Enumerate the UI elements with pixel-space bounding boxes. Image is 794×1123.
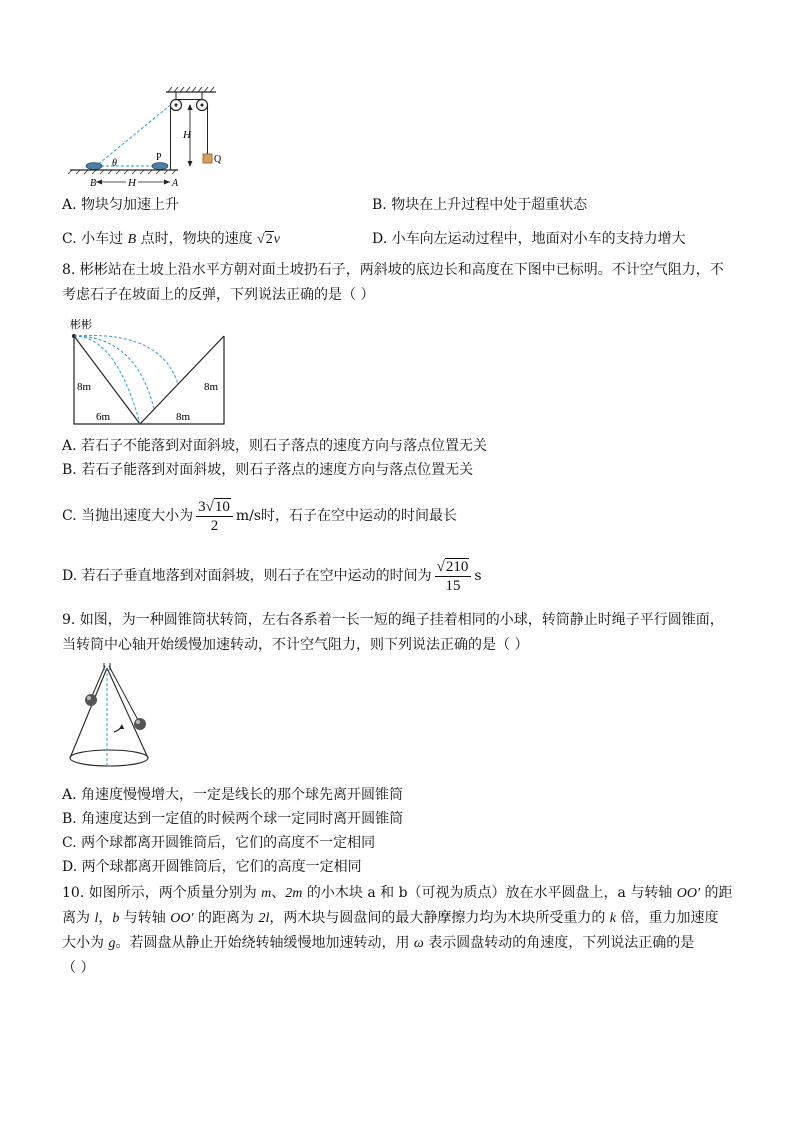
q7-label-P: P xyxy=(156,152,162,163)
q7-option-c: C. 小车过 B 点时，物块的速度 √2v xyxy=(62,231,280,247)
q7-label-Q: Q xyxy=(214,154,222,165)
q7-pulley-figure xyxy=(66,86,236,190)
q10-stem-line3: 大小为 g。若圆盘从静止开始绕转轴缓慢地加速转动，用 ω 表示圆盘转动的角速度，下列说法正确的是 xyxy=(62,935,695,951)
q7-option-d: D. 小车向左运动过程中，地面对小车的支持力增大 xyxy=(372,231,686,247)
q10-stem-line1: 10. 如图所示，两个质量分别为 m、2m 的小木块 a 和 b（可视为质点）放在水平圆盘上，a 与转轴 OO′ 的距 xyxy=(62,885,733,901)
q10-stem-line4: （ ） xyxy=(62,960,95,976)
q7-label-theta: θ xyxy=(112,158,117,169)
q8-stem-line2: 考虑石子在坡面上的反弹，下列说法正确的是（ ） xyxy=(62,287,375,303)
q8-option-b: B. 若石子能落到对面斜坡，则石子落点的速度方向与落点位置无关 xyxy=(62,462,474,478)
q7-label-H-vertical: H xyxy=(183,129,191,141)
q7-label-H-horizontal: H xyxy=(128,177,136,189)
q9-option-d: D. 两个球都离开圆锥筒后，它们的高度一定相同 xyxy=(62,859,362,875)
q8-option-d: D. 若石子垂直地落到对面斜坡，则石子在空中运动的时间为 $\frac{√210}{15}$ s xyxy=(62,558,482,594)
q8-option-c: C. 当抛出速度大小为 $\frac{3√10}{2}$ m/s时，石子在空中运动的时间最长 xyxy=(62,498,458,534)
q9-cone-figure xyxy=(64,660,164,780)
q8-label-right-base: 8m xyxy=(176,411,191,423)
q9-option-a: A. 角速度慢慢增大，一定是线长的那个球先离开圆锥筒 xyxy=(62,787,404,803)
q8-label-left-base: 6m xyxy=(96,411,111,423)
q8-stem-line1: 8. 彬彬站在土坡上沿水平方朝对面土坡扔石子，两斜坡的底边长和高度在下图中已标明。不计空气阻力，不 xyxy=(62,262,724,278)
q7-option-a: A. 物块匀加速上升 xyxy=(62,197,180,213)
q9-stem-line1: 9. 如图，为一种圆锥筒状转筒，左右各系着一长一短的绳子挂着相同的小球，转筒静止时绳子平行圆锥面， xyxy=(62,612,724,628)
q7-option-b: B. 物块在上升过程中处于超重状态 xyxy=(372,197,588,213)
q7-label-A: A xyxy=(172,178,179,189)
q8-option-a: A. 若石子不能落到对面斜坡，则石子落点的速度方向与落点位置无关 xyxy=(62,438,488,454)
q8-label-person: 彬彬 xyxy=(70,319,92,331)
q9-stem-line2: 当转筒中心轴开始缓慢加速转动，不计空气阻力，则下列说法正确的是（ ） xyxy=(62,637,529,653)
q7-label-B: B xyxy=(90,178,97,189)
q8-slopes-figure xyxy=(66,314,236,430)
q10-stem-line2: 离为 l，b 与转轴 OO′ 的距离为 2l，两木块与圆盘间的最大静摩擦力均为木块所受重力的 k 倍，重力加速度 xyxy=(62,910,719,926)
q8-label-left-height: 8m xyxy=(77,381,92,393)
q8-label-right-height: 8m xyxy=(204,381,219,393)
q9-option-b: B. 角速度达到一定值的时候两个球一定同时离开圆锥筒 xyxy=(62,811,404,827)
q9-option-c: C. 两个球都离开圆锥筒后，它们的高度不一定相同 xyxy=(62,835,376,851)
